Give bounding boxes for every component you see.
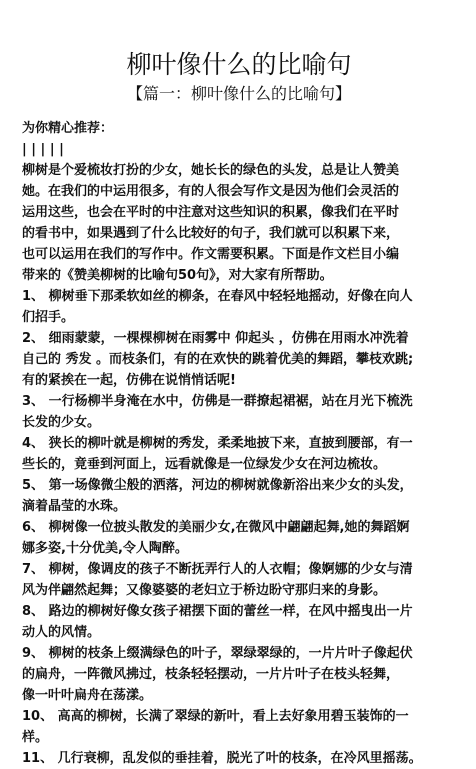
body-line: 5、 第一场像微尘般的洒落，河边的柳树就像新浴出来少女的头发， bbox=[22, 478, 413, 493]
body-line: 9、 柳树的枝条上缀满绿色的叶子，翠绿翠绿的，一片片叶子像起伏 bbox=[22, 646, 413, 661]
body-line: 的看书中，如果遇到了什么比较好的句子，我们就可以积累下来， bbox=[22, 226, 400, 241]
body-line: 滴着晶莹的水珠。 bbox=[22, 499, 127, 514]
body-line: 8、 路边的柳树好像女孩子裙摆下面的蕾丝一样，在风中摇曳出一片 bbox=[22, 604, 413, 619]
body-line: 们招手。 bbox=[22, 310, 75, 325]
body-line: 风为伴翩然起舞；又像婆婆的老妇立于桥边盼守那归来的身影。 bbox=[22, 583, 387, 598]
body-line: 的扁舟，一阵微风拂过，枝条轻轻摆动，一片片叶子在枝头轻舞， bbox=[22, 667, 400, 682]
body-line: 有的紧挨在一起，仿佛在说悄悄话呢! bbox=[22, 373, 236, 388]
body-line: 长发的少女。 bbox=[22, 415, 101, 430]
body-line: 动人的风情。 bbox=[22, 625, 101, 640]
body-line: 也可以运用在我们的写作中。作文需要积累。下面是作文栏目小编 bbox=[22, 247, 400, 262]
document-subtitle: 【篇一：柳叶像什么的比喻句】 bbox=[126, 84, 351, 103]
document-title: 柳叶像什么的比喻句 bbox=[126, 50, 352, 79]
body-line: 像一叶叶扁舟在荡漾。 bbox=[22, 688, 153, 703]
body-line: 运用这些，也会在平时的中注意对这些知识的积累，像我们在平时 bbox=[22, 205, 400, 220]
body-line: 3、 一行杨柳半身淹在水中，仿佛是一群撩起裙裾，站在月光下梳洗 bbox=[22, 394, 413, 409]
body-line: 2、 细雨蒙蒙，一棵棵柳树在雨雾中 仰起头 ，仿佛在用雨水冲洗着 bbox=[22, 331, 409, 346]
body-line: 娜多姿,十分优美,令人陶醉。 bbox=[22, 541, 188, 556]
body-line: 10、 高高的柳树，长满了翠绿的新叶，看上去好象用碧玉装饰的一 bbox=[22, 709, 409, 724]
body-line: 自己的 秀发 。而枝条们，有的在欢快的跳着优美的舞蹈，攀枝欢跳; bbox=[22, 352, 414, 367]
body-line: 柳树是个爱梳妆打扮的少女，她长长的绿色的头发，总是让人赞美 bbox=[22, 163, 400, 178]
body-line: 4、 狭长的柳叶就是柳树的秀发，柔柔地披下来，直披到腰部，有一 bbox=[22, 436, 413, 451]
body-line: 带来的《赞美柳树的比喻句50句》，对大家有所帮助。 bbox=[22, 268, 333, 283]
body-line: 些长的，竟垂到河面上，远看就像是一位绿发少女在河边梳妆。 bbox=[22, 457, 387, 472]
body-line: 她。在我们的中运用很多，有的人很会写作文是因为他们会灵活的 bbox=[22, 184, 400, 199]
document-body bbox=[22, 118, 456, 769]
body-line: 1、 柳树垂下那柔软如丝的柳条，在春风中轻轻地摇动，好像在向人 bbox=[22, 289, 413, 304]
body-line: 11、 几行衰柳，乱发似的垂挂着，脱光了叶的枝条，在冷风里摇荡。 bbox=[22, 751, 422, 766]
body-line: | | | | | bbox=[22, 142, 64, 157]
body-line: 6、 柳树像一位披头散发的美丽少女,在微风中翩翩起舞,她的舞蹈婀 bbox=[22, 520, 410, 535]
body-line: 样。 bbox=[22, 730, 49, 745]
body-line: 7、 柳树，像调皮的孩子不断抚弄行人的人衣帽；像婀娜的少女与清 bbox=[22, 562, 413, 577]
body-line: 为你精心推荐： bbox=[22, 121, 114, 136]
